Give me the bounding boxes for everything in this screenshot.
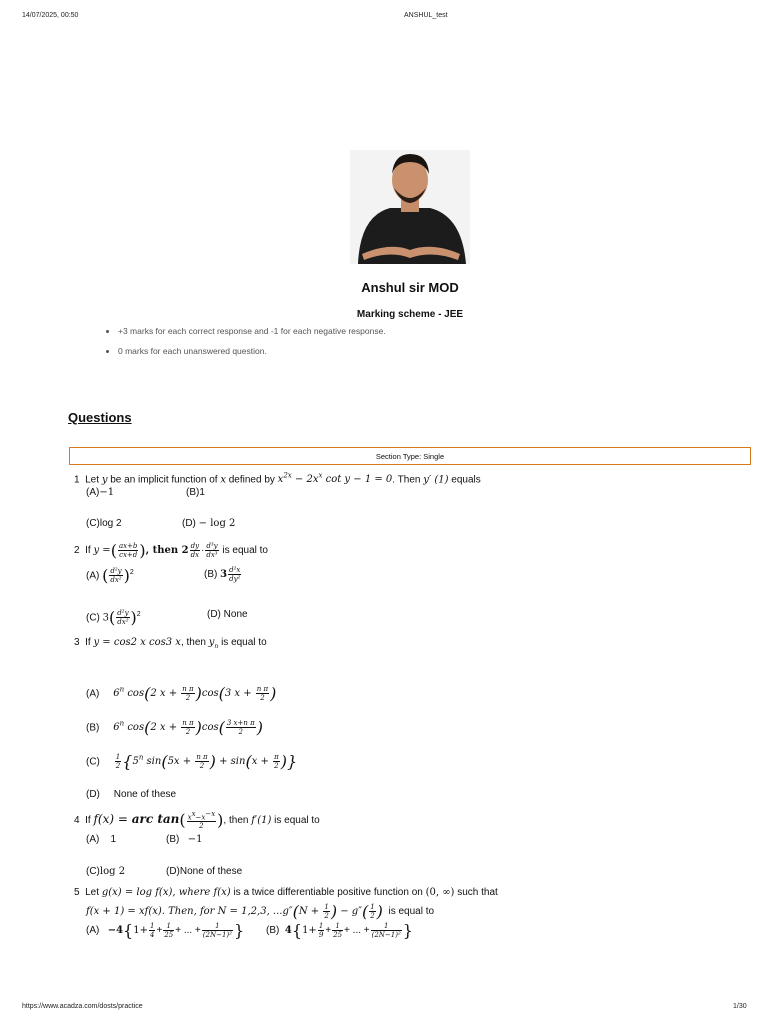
option-b[interactable]: (B)1 [186, 487, 205, 498]
instructor-photo [350, 150, 470, 264]
document-title: ANSHUL_test [404, 12, 448, 19]
option-c[interactable]: (C) 3( $\frac{\text{d²y}}{\text{dx²}}$ )$^2$ [86, 608, 141, 628]
option-b[interactable]: (B) −1 [166, 834, 203, 845]
option-d[interactable]: (D) None of these [86, 789, 177, 800]
print-date: 14/07/2025, 00:50 [22, 12, 79, 19]
marking-scheme-title: Marking scheme - JEE [356, 309, 464, 320]
question-5: 5 Let g(x) = log f(x), where f(x) is a twice differentiable positive function on (0, ∞) such that [74, 887, 498, 898]
question-number: 2 [74, 545, 80, 557]
footer-url: https://www.acadza.com/dosts/practice [22, 1003, 143, 1010]
question-number: 1 [74, 474, 80, 486]
option-c[interactable]: (C) $\frac{1}{2}$ {5$^n$ sin(5x + $\frac{\text{n π}}{2}$ ) + sin(x + $\frac{\pi}{2}$ )} [86, 752, 298, 772]
page-number: 1/30 [733, 1003, 747, 1010]
question-1: 1 Let y be an implicit function of x defined by $x^{2x} - 2x^x$ cot y − 1 = 0. Then y′ (1) equals [74, 472, 481, 486]
marking-rules [92, 325, 386, 365]
option-d[interactable]: (D)None of these [166, 866, 243, 877]
option-d[interactable]: (D) − log 2 [182, 518, 236, 529]
option-c[interactable]: (C)log 2 [86, 518, 122, 529]
option-b[interactable]: (B) 4{1+ $\frac{1}{9}$ + $\frac{1}{25}$ + ... + $\frac{1}{\text{(2N−1)²}}$ } [266, 921, 413, 940]
equation: $x^{2x} - 2x^x$ cot y − 1 = 0 [277, 472, 393, 486]
question-5-condition: f(x + 1) = xf(x). Then, for N = 1,2,3, ...g″(N + $\frac{1}{2}$ ) − g″( $\frac{1}{2}$ ) is equal to [86, 902, 435, 921]
question-number: 4 [74, 814, 80, 826]
course-name: Anshul sir MOD [361, 280, 459, 295]
option-b[interactable]: (B) 6$^n$ cos(2 x + $\frac{\text{n π}}{2}$ )cos( $\frac{\text{3 x+n π}}{2}$ ) [86, 718, 263, 738]
option-b[interactable]: (B) 3 $\frac{\text{d²x}}{\text{dy²}}$ [204, 566, 241, 583]
option-a[interactable]: (A) −4{1+ $\frac{1}{4}$ + $\frac{1}{25}$ + ... + $\frac{1}{\text{(2N−1)²}}$ } [86, 921, 245, 940]
question-number: 5 [74, 887, 80, 898]
option-a[interactable]: (A) 1 [86, 834, 117, 845]
rule-item: • +3 marks for each correct response and -1 for each negative response. [118, 325, 386, 337]
option-c[interactable]: (C)log 2 [86, 866, 126, 877]
question-3: 3 If y = cos2 x cos3 x, then $y_n$ is equal to [74, 637, 267, 650]
option-d[interactable]: (D) None [207, 609, 248, 620]
option-a[interactable]: (A) ( $\frac{\text{d²y}}{\text{dx²}}$ )$^2$ [86, 566, 134, 586]
section-type-bar: Section Type: Single [69, 447, 751, 465]
option-a[interactable]: (A)−1 [86, 487, 115, 498]
option-a[interactable]: (A) 6$^n$ cos(2 x + $\frac{\text{n π}}{2}$ )cos(3 x + $\frac{\text{n π}}{2}$ ) [86, 684, 277, 704]
questions-heading: Questions [68, 410, 132, 425]
question-4: 4 If f(x) = arc tan( $\frac{x^x-x^{-x}}{2}$ ), then f′(1) is equal to [74, 810, 320, 831]
question-2: 2 If y =( $\frac{ax+b}{cx+d}$ ), then 2 $\frac{dy}{dx}$ · $\frac{\text{d³y}}{\text{dx³}}$ is equal to [74, 541, 268, 560]
rule-item: • 0 marks for each unanswered question. [118, 345, 386, 357]
question-number: 3 [74, 637, 80, 648]
